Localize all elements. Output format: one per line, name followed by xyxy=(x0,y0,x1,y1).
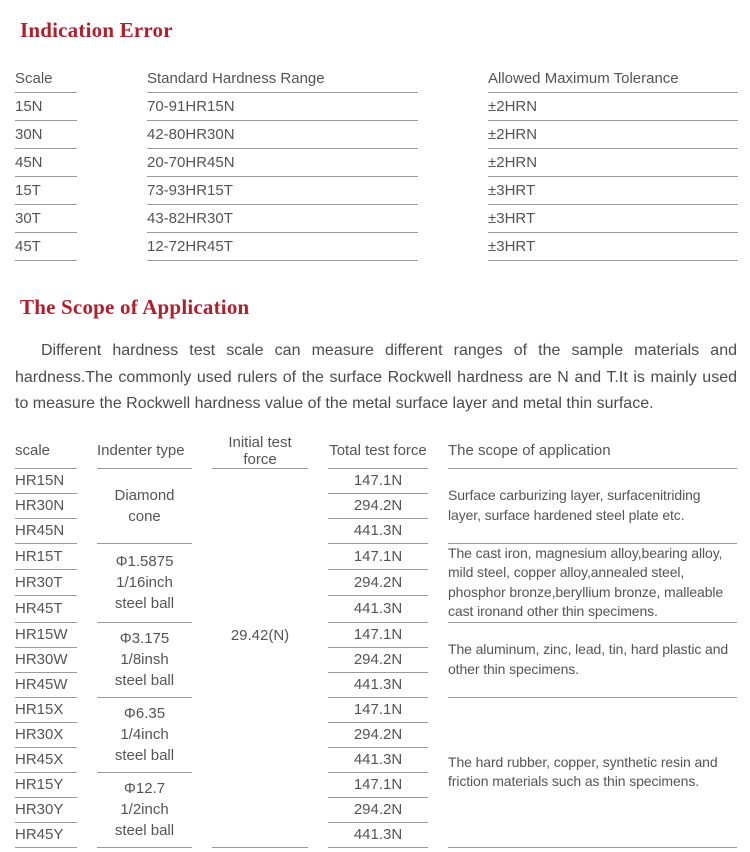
cell-scale: HR30Y xyxy=(15,798,77,823)
cell-scale: 15T xyxy=(15,177,77,205)
cell-tolerance: ±3HRT xyxy=(488,205,738,233)
col-header-scope-of-application: The scope of application xyxy=(448,434,737,469)
cell-scale: 45N xyxy=(15,149,77,177)
cell-scale: HR30N xyxy=(15,494,77,519)
cell-scale: HR30W xyxy=(15,648,77,673)
indenter-line: Φ6.35 xyxy=(123,705,166,722)
scope-intro-paragraph: Different hardness test scale can measure different ranges of the sample materials and hardness.The commonly used rulers of the surface Rockwell hardness are N and T.It is mainly used to measure the Rockwell hardness value of the metal surface layer and metal thin surface. xyxy=(15,342,737,412)
cell-tolerance: ±2HRN xyxy=(488,121,738,149)
cell-hardness-range: 42-80HR30N xyxy=(147,121,418,149)
cell-scale: HR30T xyxy=(15,570,77,596)
cell-total-force: 294.2N xyxy=(328,723,428,748)
indenter-line: Φ3.175 xyxy=(119,630,170,647)
indenter-line: 1/4inch xyxy=(120,726,169,743)
cell-hardness-range: 12-72HR45T xyxy=(147,233,418,261)
cell-initial-test-force: 29.42(N) xyxy=(212,469,308,848)
scope-of-application-table xyxy=(15,434,750,848)
cell-scope: The hard rubber, copper, synthetic resin and friction materials such as thin specimens. xyxy=(448,698,737,848)
cell-scale: HR45T xyxy=(15,596,77,622)
indenter-line: Diamond xyxy=(114,486,175,504)
col-header-scale: Scale xyxy=(15,65,77,93)
cell-total-force: 294.2N xyxy=(328,798,428,823)
indication-error-table xyxy=(15,65,750,261)
cell-total-force: 294.2N xyxy=(328,648,428,673)
cell-tolerance: ±3HRT xyxy=(488,177,738,205)
cell-total-force: 441.3N xyxy=(328,673,428,698)
cell-total-force: 441.3N xyxy=(328,823,428,848)
cell-total-force: 147.1N xyxy=(328,773,428,798)
cell-scale: HR45X xyxy=(15,748,77,773)
cell-tolerance: ±2HRN xyxy=(488,93,738,121)
indenter-line: Φ1.5875 xyxy=(115,553,174,570)
cell-scale: HR15N xyxy=(15,469,77,494)
col-header-scale: scale xyxy=(15,434,77,469)
cell-total-force: 441.3N xyxy=(328,596,428,622)
cell-scale: 15N xyxy=(15,93,77,121)
cell-hardness-range: 70-91HR15N xyxy=(147,93,418,121)
cell-scale: HR15X xyxy=(15,698,77,723)
indenter-line: cone xyxy=(128,507,161,525)
cell-scale: HR15T xyxy=(15,544,77,570)
indenter-line: steel ball xyxy=(114,595,175,612)
section-title-indication-error: Indication Error xyxy=(20,18,173,42)
cell-scale: HR45W xyxy=(15,673,77,698)
cell-scale: 30T xyxy=(15,205,77,233)
cell-total-force: 147.1N xyxy=(328,469,428,494)
cell-scale: HR15W xyxy=(15,623,77,648)
indenter-line: steel ball xyxy=(114,747,175,764)
cell-total-force: 147.1N xyxy=(328,698,428,723)
cell-scale: HR45N xyxy=(15,519,77,544)
col-header-allowed-maximum-tolerance: Allowed Maximum Tolerance xyxy=(488,65,738,93)
section-title-scope-of-application: The Scope of Application xyxy=(20,295,250,319)
cell-hardness-range: 73-93HR15T xyxy=(147,177,418,205)
col-header-standard-hardness-range: Standard Hardness Range xyxy=(147,65,418,93)
col-header-total-test-force: Total test force xyxy=(328,434,428,469)
cell-indenter-type xyxy=(97,698,192,773)
cell-total-force: 147.1N xyxy=(328,544,428,570)
col-header-initial-test-force: Initial test force xyxy=(212,434,308,469)
cell-scale: 30N xyxy=(15,121,77,149)
cell-total-force: 441.3N xyxy=(328,519,428,544)
indenter-line: 1/8insh xyxy=(120,651,169,668)
cell-indenter-type xyxy=(97,469,192,544)
cell-tolerance: ±3HRT xyxy=(488,233,738,261)
cell-scale: HR15Y xyxy=(15,773,77,798)
cell-indenter-type xyxy=(97,773,192,848)
cell-indenter-type xyxy=(97,623,192,698)
cell-scope: The aluminum, zinc, lead, tin, hard plastic and other thin specimens. xyxy=(448,623,737,698)
indenter-line: steel ball xyxy=(114,822,175,839)
indenter-line: steel ball xyxy=(114,672,175,689)
cell-scope: The cast iron, magnesium alloy,bearing alloy, mild steel, copper alloy,annealed steel, phosphor bronze,beryllium bronze, malleable cast ironand other thin specimens. xyxy=(448,544,737,623)
cell-scale: HR45Y xyxy=(15,823,77,848)
cell-hardness-range: 43-82HR30T xyxy=(147,205,418,233)
cell-total-force: 294.2N xyxy=(328,494,428,519)
cell-total-force: 294.2N xyxy=(328,570,428,596)
indenter-line: 1/16inch xyxy=(116,574,173,591)
cell-scale: 45T xyxy=(15,233,77,261)
indenter-line: Φ12.7 xyxy=(123,780,166,797)
cell-hardness-range: 20-70HR45N xyxy=(147,149,418,177)
col-header-indenter-type: Indenter type xyxy=(97,434,192,469)
cell-total-force: 147.1N xyxy=(328,623,428,648)
cell-scope: Surface carburizing layer, surfacenitriding layer, surface hardened steel plate etc. xyxy=(448,469,737,544)
indenter-line: 1/2inch xyxy=(120,801,169,818)
cell-total-force: 441.3N xyxy=(328,748,428,773)
cell-tolerance: ±2HRN xyxy=(488,149,738,177)
cell-indenter-type xyxy=(97,544,192,623)
cell-scale: HR30X xyxy=(15,723,77,748)
